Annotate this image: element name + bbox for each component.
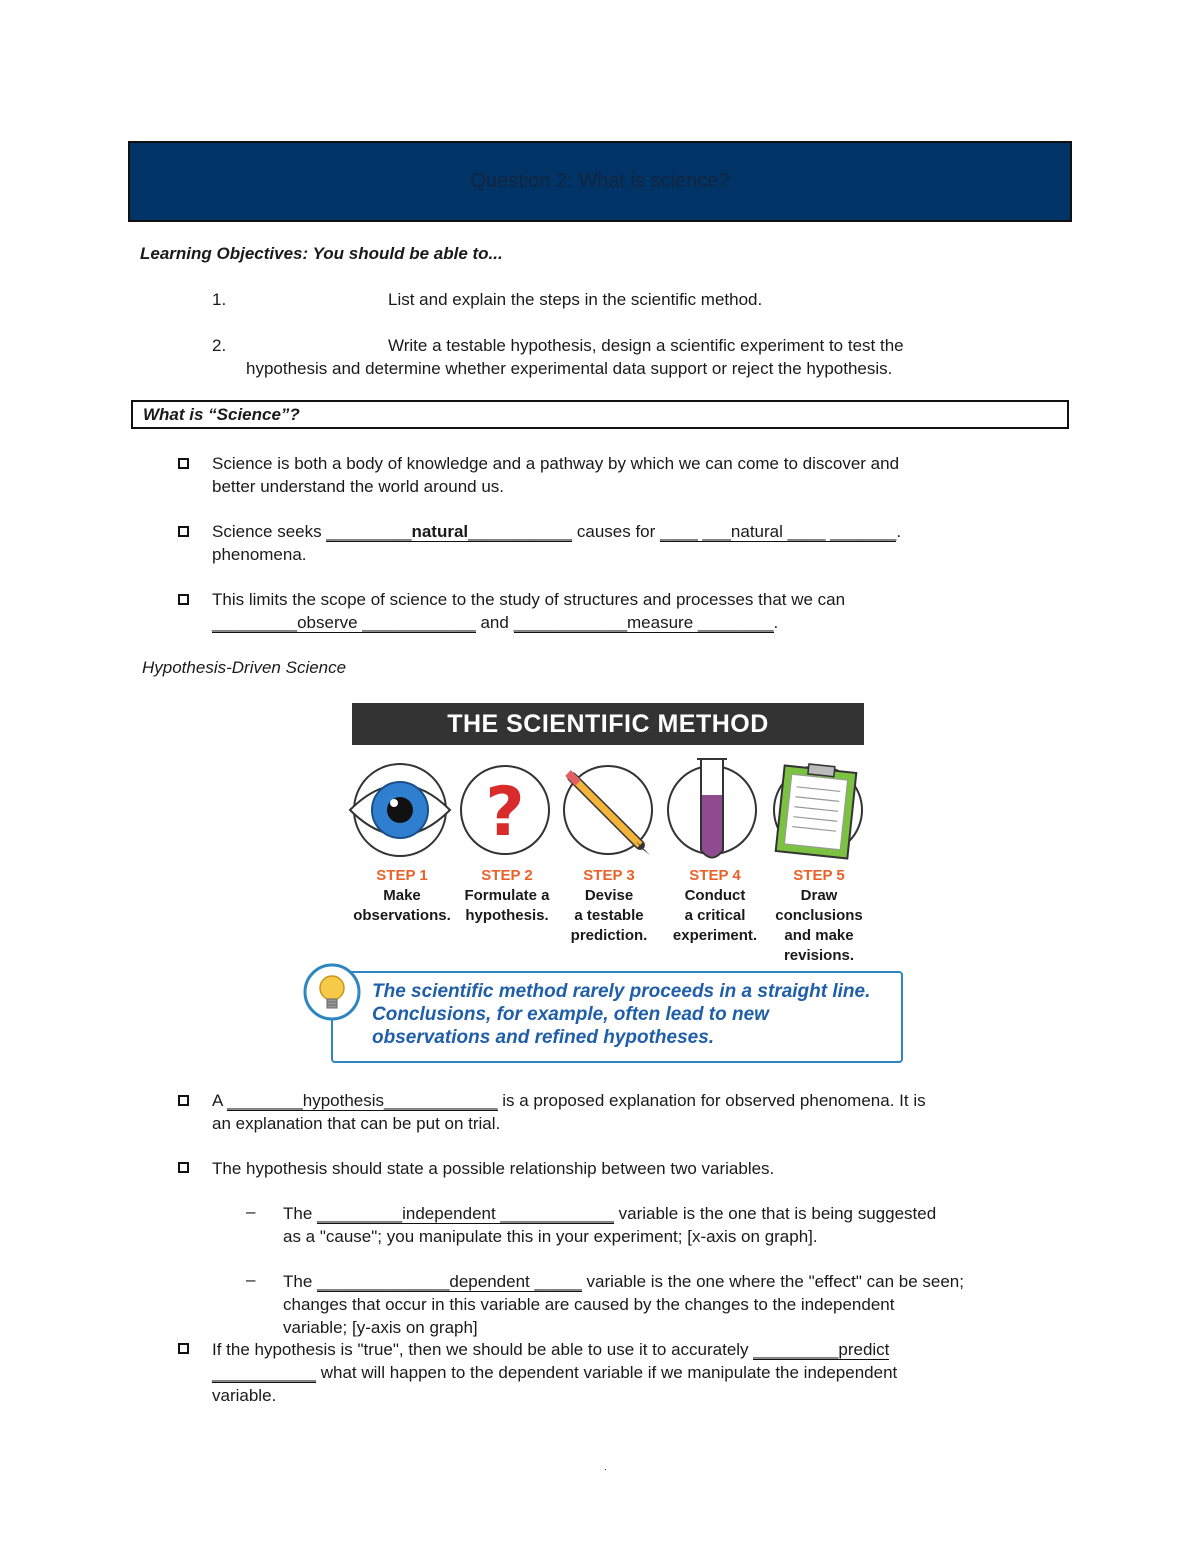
bullet-line: [212, 1361, 897, 1384]
objective-text-continued: hypothesis and determine whether experimental data support or reject the hypothesis.: [246, 359, 893, 378]
question-title: Question 2: What is science?: [470, 170, 730, 192]
fill-in-blank: ____ ___natural ____ _______: [660, 522, 897, 541]
fill-in-blank: [326, 522, 572, 542]
checkbox-bullet-icon: [178, 458, 189, 469]
checkbox-bullet-icon: [178, 1095, 189, 1106]
bullet-text: variable is the one that is being suggested: [613, 1204, 937, 1223]
bullet-text: phenomena.: [212, 545, 307, 564]
bullet-text: better understand the world around us.: [212, 477, 505, 496]
fill-in-blank: _________independent ____________: [317, 1204, 614, 1223]
step-number: STEP 1: [376, 867, 428, 884]
step-number: STEP 2: [481, 867, 533, 884]
fill-in-blank: ________hypothesis____________: [227, 1091, 498, 1110]
eye-icon: [350, 764, 450, 856]
learning-objectives-heading: Learning Objectives: You should be able to...: [140, 244, 503, 263]
step-desc: Draw: [800, 887, 838, 904]
bullet-text: variable.: [212, 1386, 277, 1405]
bullet-text: causes for: [572, 522, 661, 541]
bullet-text: .: [896, 522, 902, 541]
svg-text:?: ?: [485, 773, 525, 852]
step-desc: observations.: [353, 907, 451, 924]
checkbox-bullet-icon: [178, 1162, 189, 1173]
scientific-method-title-bar: [352, 703, 864, 745]
page-footer-mark: .: [604, 1462, 607, 1473]
scientific-method-title: THE SCIENTIFIC METHOD: [447, 710, 769, 738]
bullet-text: changes that occur in this variable are caused by the changes to the independent: [283, 1295, 895, 1314]
objective-text: List and explain the steps in the scientific method.: [388, 290, 763, 309]
lightbulb-icon: [302, 962, 362, 1022]
step-desc: conclusions: [775, 907, 863, 924]
bullet-text: The: [283, 1204, 318, 1223]
checkbox-bullet-icon: [178, 594, 189, 605]
bullet-text: If the hypothesis is "true", then we should be able to use it to accurately: [212, 1340, 754, 1359]
bullet-text: what will happen to the dependent variable if we manipulate the independent: [316, 1363, 898, 1382]
objective-text: Write a testable hypothesis, design a scientific experiment to test the: [388, 336, 904, 355]
section-heading: What is “Science”?: [143, 405, 300, 424]
fill-in-blank: ____________measure ________: [513, 613, 774, 632]
subsection-heading: Hypothesis-Driven Science: [142, 658, 347, 677]
test-tube-icon: [668, 759, 756, 858]
step-desc: Formulate a: [464, 887, 550, 904]
bullet-text: variable; [y-axis on graph]: [283, 1318, 478, 1337]
clipboard-icon: [774, 764, 862, 859]
step-desc: Devise: [584, 887, 634, 904]
bullet-line: [212, 1089, 926, 1112]
bullet-text: Science is both a body of knowledge and a pathway by which we can come to discover and: [212, 454, 900, 473]
fill-in-blank: _________predict: [753, 1340, 890, 1359]
question-banner: [128, 141, 1072, 222]
step-desc: a critical: [684, 907, 746, 924]
bullet-text: This limits the scope of science to the study of structures and processes that we can: [212, 590, 846, 609]
note-text: The scientific method rarely proceeds in a straight line. Conclusions, for example, often lead to new observations and refined hypotheses.: [372, 981, 871, 1048]
blank-underscores: _________: [326, 522, 412, 541]
step-number: STEP 5: [793, 867, 845, 884]
pencil-icon: [564, 766, 652, 855]
objective-number: 1.: [212, 290, 227, 309]
bullet-text: .: [773, 613, 779, 632]
bullet-text: is a proposed explanation for observed phenomena. It is: [497, 1091, 926, 1110]
fill-in-blank: ______________dependent _____: [317, 1272, 582, 1291]
step-desc: hypothesis.: [465, 907, 549, 924]
blank-underscores: ___________: [468, 522, 573, 541]
bullet-text: A: [212, 1091, 228, 1110]
bullet-text: Science seeks: [212, 522, 327, 541]
bullet-line: [212, 1338, 889, 1361]
step-4: [659, 866, 771, 946]
step-icons: [340, 755, 880, 865]
step-desc: and make: [784, 927, 854, 944]
step-desc: Make: [383, 887, 421, 904]
bullet-text: variable is the one where the "effect" can be seen;: [581, 1272, 964, 1291]
bullet-text: The: [283, 1272, 318, 1291]
step-5: [763, 866, 875, 966]
step-number: STEP 4: [689, 867, 741, 884]
bullet-text: as a "cause"; you manipulate this in your experiment; [x-axis on graph].: [283, 1227, 818, 1246]
bullet-text: an explanation that can be put on trial.: [212, 1114, 501, 1133]
fill-in-blank: _________observe ____________: [212, 613, 476, 632]
step-desc: revisions.: [783, 947, 855, 964]
step-3: [553, 866, 665, 946]
blank-answer: natural: [411, 522, 469, 541]
checkbox-bullet-icon: [178, 526, 189, 537]
bullet-text: and: [475, 613, 514, 632]
objective-number: 2.: [212, 336, 227, 355]
question-mark-icon: [461, 766, 549, 854]
bullet-line: [212, 520, 901, 543]
bullet-line: [212, 611, 778, 634]
dash-bullet: –: [246, 1202, 256, 1221]
step-2: [451, 866, 563, 926]
bullet-text: The hypothesis should state a possible relationship between two variables.: [212, 1159, 775, 1178]
step-number: STEP 3: [583, 867, 635, 884]
step-1: [346, 866, 458, 926]
step-desc: Conduct: [684, 887, 746, 904]
step-desc: experiment.: [672, 927, 758, 944]
bullet-line: [283, 1270, 964, 1293]
checkbox-bullet-icon: [178, 1343, 189, 1354]
dash-bullet: –: [246, 1270, 256, 1289]
section-heading-box: [131, 400, 1069, 429]
step-desc: a testable: [574, 907, 644, 924]
fill-in-blank: ___________: [212, 1363, 317, 1382]
bullet-line: [283, 1202, 936, 1225]
step-desc: prediction.: [570, 927, 648, 944]
